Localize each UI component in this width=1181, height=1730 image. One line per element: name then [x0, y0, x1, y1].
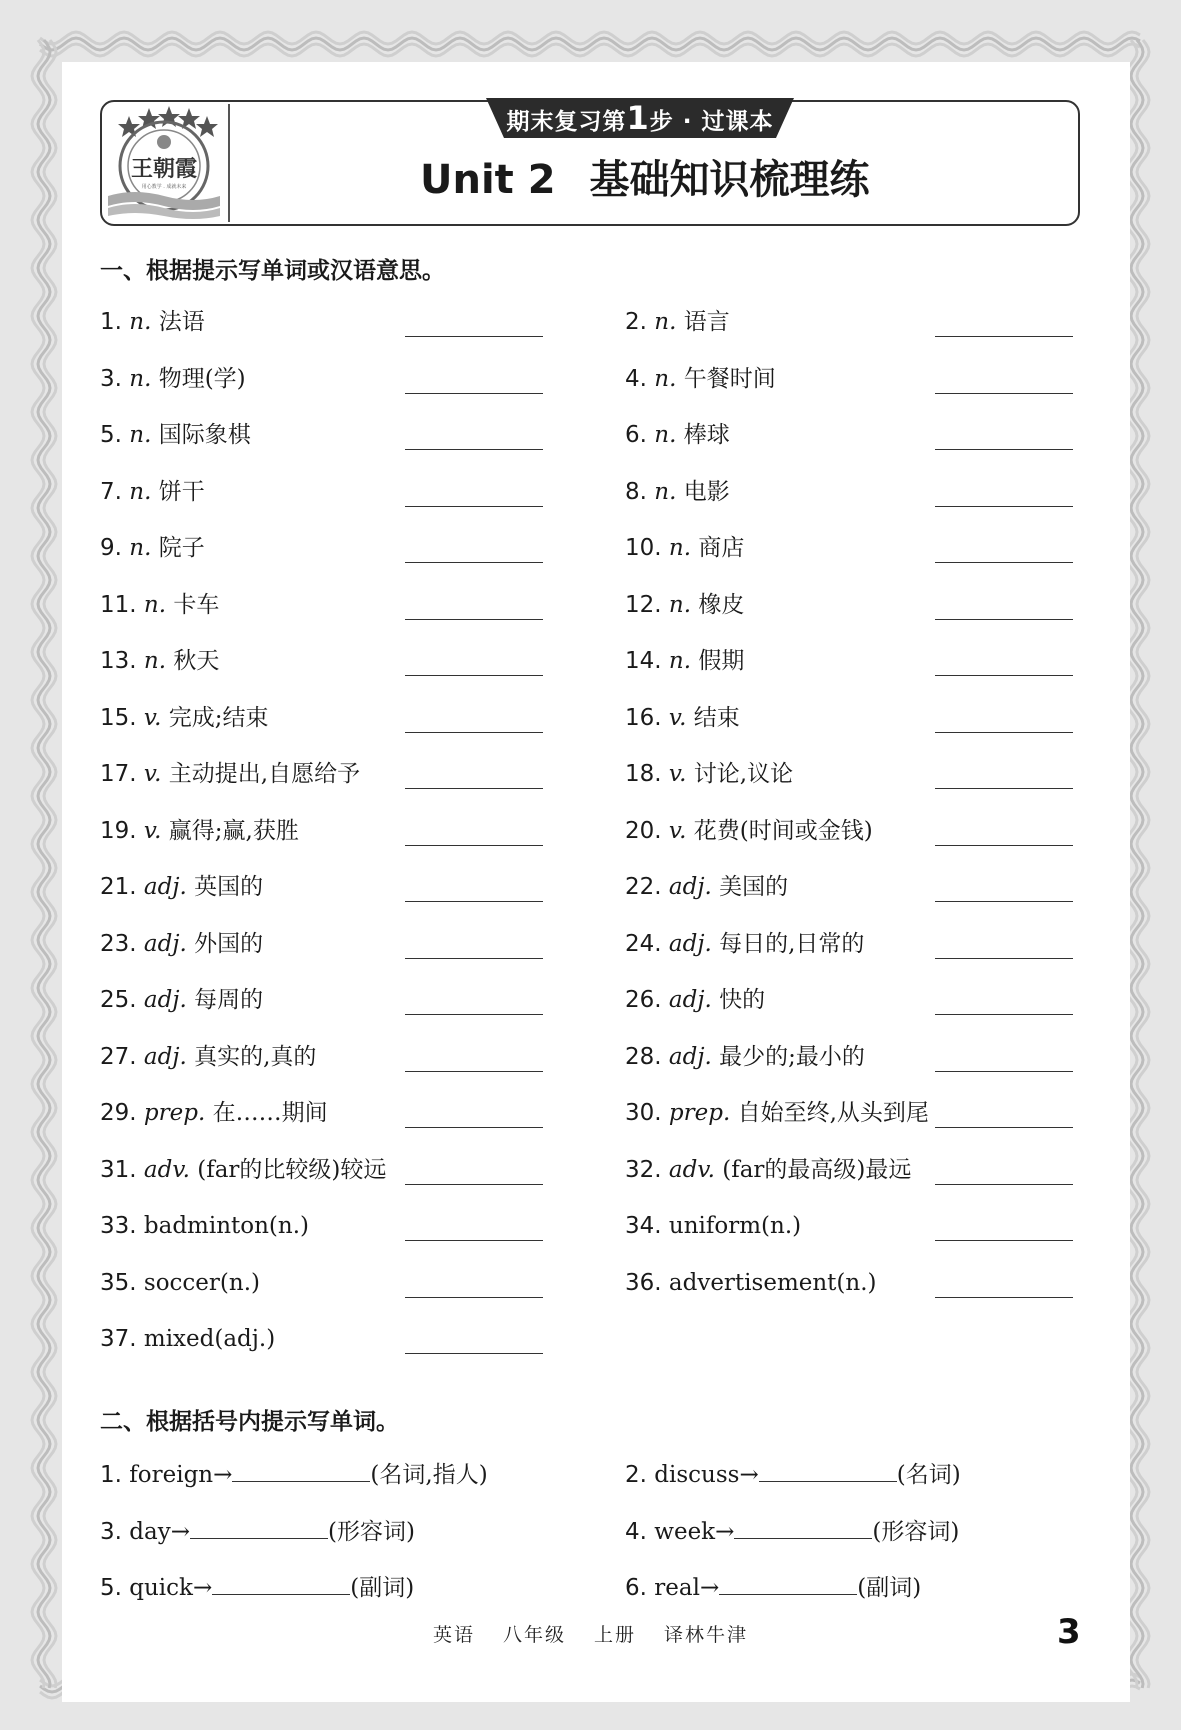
item-prompt: 主动提出,自愿给予: [161, 761, 361, 787]
vocab-item: [625, 1037, 865, 1077]
item-prompt: 完成;结束: [161, 704, 269, 731]
answer-blank[interactable]: [935, 845, 1073, 846]
part-of-speech: adj.: [668, 1043, 712, 1070]
answer-blank[interactable]: [405, 506, 543, 507]
base-word: quick→: [121, 1575, 213, 1601]
item-number: 35.: [100, 1269, 137, 1296]
logo: [104, 104, 224, 222]
item-prompt: 每日的,日常的: [711, 930, 865, 957]
answer-blank[interactable]: [405, 336, 543, 337]
part-of-speech: v.: [668, 704, 687, 731]
item-prompt: 花费(时间或金钱): [686, 817, 873, 844]
item-number: 25.: [100, 987, 137, 1013]
item-number: 23.: [100, 930, 137, 957]
vocab-item: [100, 1037, 316, 1077]
word-form-item: [625, 1455, 961, 1495]
item-number: 1.: [100, 1462, 122, 1488]
answer-blank[interactable]: [405, 1127, 543, 1128]
answer-blank[interactable]: [935, 336, 1073, 337]
word-form-item: [625, 1568, 921, 1608]
vocab-item: [100, 641, 219, 681]
item-prompt: (far的比较级)较远: [189, 1156, 387, 1183]
answer-blank[interactable]: [405, 788, 543, 789]
answer-blank[interactable]: [405, 901, 543, 902]
answer-blank[interactable]: [405, 675, 543, 676]
header-tab-label: 期末复习第1步 · 过课本: [506, 99, 774, 137]
answer-blank[interactable]: [935, 449, 1073, 450]
answer-blank[interactable]: [935, 901, 1073, 902]
vocab-item: [625, 472, 730, 512]
header-divider: [228, 104, 230, 222]
part-of-speech: adj.: [143, 930, 187, 957]
word-form-item: [100, 1455, 488, 1495]
part-of-speech: adv.: [668, 1156, 715, 1183]
item-number: 5.: [100, 1575, 122, 1601]
footer-grade: 八年级: [502, 1624, 566, 1646]
section2-title: 二、根据括号内提示写单词。: [100, 1409, 399, 1435]
item-number: 15.: [100, 704, 137, 731]
item-prompt: 每周的: [186, 987, 264, 1013]
item-prompt: uniform(n.): [668, 1213, 802, 1239]
item-number: 1.: [100, 309, 122, 335]
part-of-speech: v.: [143, 817, 162, 844]
item-prompt: 快的: [711, 987, 766, 1013]
item-number: 11.: [100, 591, 137, 618]
word-form-item: [100, 1568, 414, 1608]
item-number: 31.: [100, 1156, 137, 1183]
base-word: discuss→: [646, 1462, 759, 1488]
answer-blank[interactable]: [190, 1516, 328, 1539]
part-of-speech: v.: [143, 704, 162, 731]
answer-blank[interactable]: [935, 788, 1073, 789]
part-of-speech: n.: [654, 365, 677, 392]
answer-blank[interactable]: [405, 1297, 543, 1298]
hint: (副词): [857, 1575, 922, 1601]
item-prompt: 自始至终,从头到尾: [730, 1100, 929, 1126]
part-of-speech: n.: [668, 535, 692, 561]
item-number: 9.: [100, 535, 122, 561]
item-number: 32.: [625, 1156, 662, 1183]
item-prompt: 在……期间: [205, 1100, 328, 1126]
item-number: 3.: [100, 1518, 122, 1545]
logo-motto: 用心教学 . 成就未来: [141, 184, 187, 190]
part-of-speech: adj.: [668, 987, 712, 1013]
part-of-speech: n.: [654, 309, 677, 335]
item-prompt: 饼干: [151, 478, 205, 505]
item-prompt: 院子: [151, 535, 205, 561]
item-prompt: 讨论,议论: [686, 761, 794, 787]
item-number: 19.: [100, 817, 137, 844]
answer-blank[interactable]: [405, 1071, 543, 1072]
vocab-item: [100, 811, 299, 851]
part-of-speech: adj.: [143, 987, 187, 1013]
item-number: 34.: [625, 1213, 662, 1239]
part-of-speech: n.: [129, 478, 152, 505]
vocab-item: [100, 1093, 328, 1133]
vocab-item: [100, 754, 360, 794]
item-prompt: 秋天: [166, 648, 220, 674]
item-prompt: 语言: [676, 309, 730, 335]
part-of-speech: adj.: [143, 874, 187, 900]
answer-blank[interactable]: [935, 619, 1073, 620]
answer-blank[interactable]: [935, 732, 1073, 733]
hint: (副词): [350, 1575, 415, 1601]
unit-label: Unit 2: [420, 157, 556, 203]
item-number: 30.: [625, 1100, 662, 1126]
vocab-item: [100, 359, 246, 399]
vocab-item: [625, 867, 788, 907]
item-number: 5.: [100, 422, 122, 448]
answer-blank[interactable]: [935, 562, 1073, 563]
item-prompt: 结束: [686, 704, 740, 731]
vocab-item: [625, 1150, 911, 1190]
item-number: 21.: [100, 874, 137, 900]
item-prompt: soccer(n.): [143, 1269, 260, 1296]
vocab-item: [100, 1263, 260, 1303]
vocab-item: [625, 924, 864, 964]
word-form-item: [100, 1512, 415, 1552]
answer-blank[interactable]: [405, 958, 543, 959]
part-of-speech: n.: [129, 309, 152, 335]
item-prompt: 假期: [691, 648, 745, 674]
base-word: foreign→: [121, 1462, 233, 1488]
word-form-item: [625, 1512, 959, 1552]
footer-edition: 译林牛津: [664, 1624, 749, 1646]
item-prompt: (far的最高级)最远: [714, 1156, 912, 1183]
unit-title-text: 基础知识梳理练: [589, 157, 870, 203]
answer-blank[interactable]: [405, 1014, 543, 1015]
item-number: 10.: [625, 535, 662, 561]
vocab-item: [625, 302, 730, 342]
item-number: 8.: [625, 478, 647, 505]
item-number: 3.: [100, 365, 122, 392]
part-of-speech: v.: [143, 761, 162, 787]
base-word: real→: [646, 1575, 720, 1601]
item-number: 17.: [100, 761, 137, 787]
vocab-item: [100, 415, 251, 455]
vocab-item: [625, 415, 730, 455]
answer-blank[interactable]: [935, 393, 1073, 394]
vocab-item: [100, 585, 219, 625]
item-number: 7.: [100, 478, 122, 505]
answer-blank[interactable]: [405, 562, 543, 563]
part-of-speech: prep.: [143, 1100, 206, 1126]
item-number: 6.: [625, 422, 647, 448]
item-number: 24.: [625, 930, 662, 957]
vocab-item: [625, 359, 776, 399]
answer-blank[interactable]: [935, 675, 1073, 676]
answer-blank[interactable]: [935, 1184, 1073, 1185]
part-of-speech: n.: [129, 422, 152, 448]
answer-blank[interactable]: [935, 1014, 1073, 1015]
item-prompt: 最少的;最小的: [711, 1043, 865, 1070]
item-number: 6.: [625, 1575, 647, 1601]
answer-blank[interactable]: [935, 1127, 1073, 1128]
vocab-item: [100, 1319, 275, 1359]
header-tab: [486, 98, 794, 138]
item-prompt: 外国的: [186, 930, 264, 957]
vocab-item: [625, 1206, 801, 1246]
part-of-speech: adj.: [668, 874, 712, 900]
part-of-speech: adj.: [143, 1043, 187, 1070]
answer-blank[interactable]: [232, 1459, 370, 1482]
vocab-item: [100, 867, 263, 907]
answer-blank[interactable]: [212, 1572, 350, 1595]
footer: [0, 1620, 1181, 1647]
item-prompt: mixed(adj.): [143, 1326, 276, 1352]
item-prompt: badminton(n.): [143, 1213, 310, 1239]
vocab-item: [100, 1150, 386, 1190]
vocab-item: [625, 585, 744, 625]
part-of-speech: n.: [129, 535, 152, 561]
vocab-item: [100, 472, 205, 512]
part-of-speech: n.: [143, 648, 167, 674]
vocab-item: [100, 528, 205, 568]
item-number: 33.: [100, 1213, 137, 1239]
item-number: 28.: [625, 1043, 662, 1070]
answer-blank[interactable]: [405, 1353, 543, 1354]
vocab-item: [100, 980, 263, 1020]
item-number: 2.: [625, 1462, 647, 1488]
item-prompt: 物理(学): [151, 365, 246, 392]
item-number: 18.: [625, 761, 662, 787]
part-of-speech: n.: [143, 591, 167, 618]
item-number: 20.: [625, 817, 662, 844]
part-of-speech: n.: [668, 648, 692, 674]
vocab-item: [100, 302, 205, 342]
item-number: 14.: [625, 648, 662, 674]
vocab-item: [625, 698, 740, 738]
part-of-speech: n.: [654, 478, 677, 505]
item-prompt: 法语: [151, 309, 205, 335]
answer-blank[interactable]: [405, 1240, 543, 1241]
part-of-speech: n.: [129, 365, 152, 392]
part-of-speech: v.: [668, 817, 687, 844]
part-of-speech: adv.: [143, 1156, 190, 1183]
answer-blank[interactable]: [719, 1572, 857, 1595]
answer-blank[interactable]: [405, 845, 543, 846]
item-prompt: 商店: [691, 535, 745, 561]
part-of-speech: prep.: [668, 1100, 731, 1126]
vocab-item: [625, 980, 765, 1020]
item-prompt: 英国的: [186, 874, 264, 900]
footer-subject: 英语: [432, 1624, 475, 1646]
footer-volume: 上册: [594, 1624, 637, 1646]
item-prompt: 卡车: [166, 591, 220, 618]
item-prompt: advertisement(n.): [668, 1269, 877, 1296]
item-prompt: 赢得;赢,获胜: [161, 817, 299, 844]
item-number: 36.: [625, 1269, 662, 1296]
answer-blank[interactable]: [405, 619, 543, 620]
vocab-item: [625, 528, 744, 568]
page-number: 3: [1057, 1612, 1081, 1652]
part-of-speech: n.: [654, 422, 677, 448]
item-number: 29.: [100, 1100, 137, 1126]
answer-blank[interactable]: [405, 732, 543, 733]
hint: (名词,指人): [370, 1462, 488, 1488]
item-prompt: 真实的,真的: [186, 1043, 317, 1070]
answer-blank[interactable]: [405, 1184, 543, 1185]
item-number: 27.: [100, 1043, 137, 1070]
item-number: 12.: [625, 591, 662, 618]
part-of-speech: adj.: [668, 930, 712, 957]
answer-blank[interactable]: [405, 449, 543, 450]
item-number: 4.: [625, 365, 647, 392]
logo-text: 王朝霞: [130, 156, 198, 182]
answer-blank[interactable]: [935, 1297, 1073, 1298]
vocab-item: [625, 811, 873, 851]
section1-title: 一、根据提示写单词或汉语意思。: [100, 258, 445, 284]
base-word: day→: [121, 1518, 190, 1545]
answer-blank[interactable]: [759, 1459, 897, 1482]
vocab-item: [625, 641, 744, 681]
answer-blank[interactable]: [405, 393, 543, 394]
answer-blank[interactable]: [734, 1516, 872, 1539]
item-number: 2.: [625, 309, 647, 335]
item-prompt: 橡皮: [691, 591, 745, 618]
part-of-speech: v.: [668, 761, 687, 787]
base-word: week→: [646, 1518, 735, 1545]
item-prompt: 电影: [676, 478, 730, 505]
vocab-item: [100, 924, 263, 964]
item-number: 16.: [625, 704, 662, 731]
answer-blank[interactable]: [935, 1240, 1073, 1241]
answer-blank[interactable]: [935, 958, 1073, 959]
vocab-item: [100, 698, 269, 738]
hint: (名词): [896, 1462, 961, 1488]
item-number: 37.: [100, 1326, 137, 1352]
item-prompt: 棒球: [676, 422, 730, 448]
answer-blank[interactable]: [935, 1071, 1073, 1072]
hint: (形容词): [872, 1518, 960, 1545]
item-number: 22.: [625, 874, 662, 900]
item-number: 4.: [625, 1518, 647, 1545]
hint: (形容词): [327, 1518, 415, 1545]
item-prompt: 午餐时间: [676, 365, 776, 392]
vocab-item: [625, 754, 793, 794]
item-number: 26.: [625, 987, 662, 1013]
item-prompt: 美国的: [711, 874, 789, 900]
vocab-item: [100, 1206, 309, 1246]
item-prompt: 国际象棋: [151, 422, 251, 448]
part-of-speech: n.: [668, 591, 692, 618]
page-title: [420, 152, 870, 208]
item-number: 13.: [100, 648, 137, 674]
answer-blank[interactable]: [935, 506, 1073, 507]
vocab-item: [625, 1263, 877, 1303]
vocab-item: [625, 1093, 929, 1133]
